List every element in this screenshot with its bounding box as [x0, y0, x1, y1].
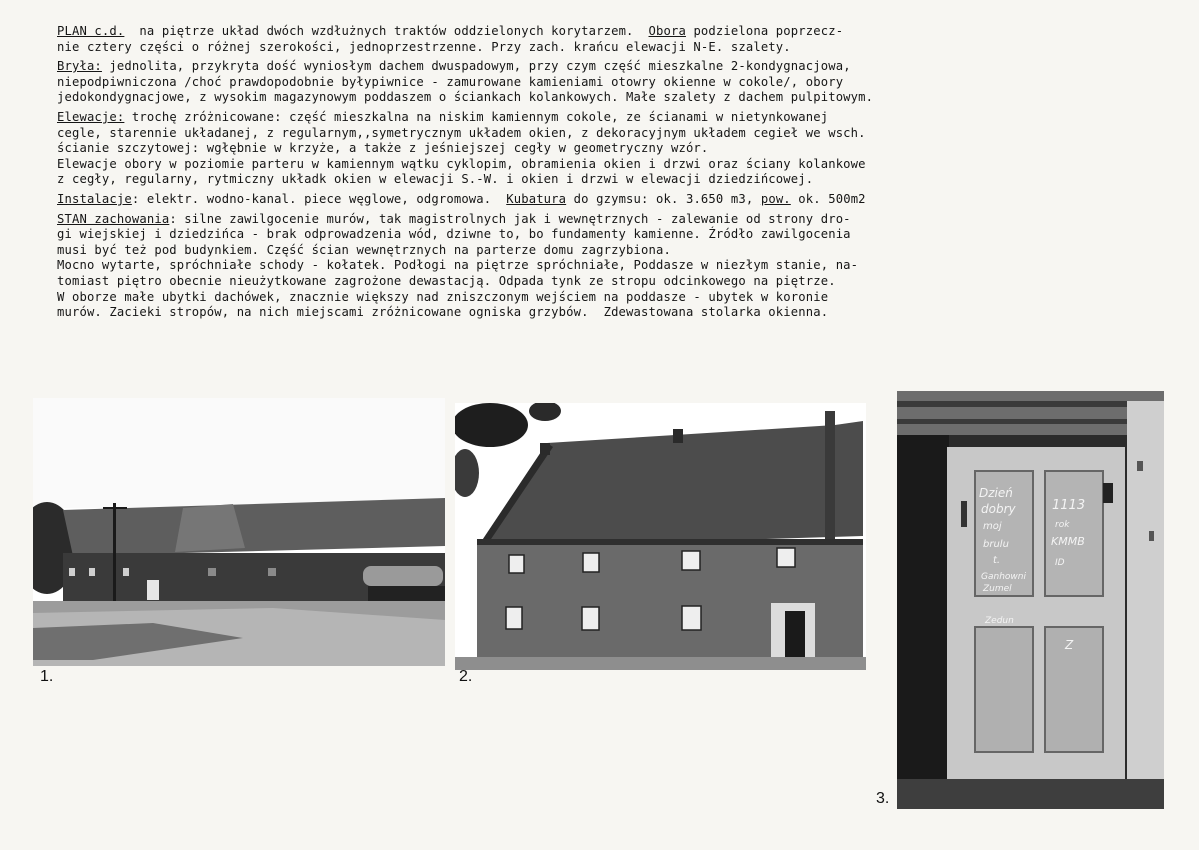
plan-heading: PLAN c.d.	[57, 24, 125, 38]
text-line: nie cztery części o różnej szerokości, jednoprzestrzenne. Przy zach. krańcu elewacji N-E. szalety.	[57, 39, 791, 54]
stan-paragraph	[57, 212, 1182, 321]
svg-text:1113: 1113	[1052, 498, 1086, 513]
bryla-heading: Bryła:	[57, 59, 102, 74]
text-line: niepodpiwniczona /choć prawdopodobnie byłypiwnice - zamurowane kamieniami otowry okienne w cokole/, obory	[57, 74, 844, 89]
text-line: z cegły, regularny, rytmiczny układk okien w elewacji S.-W. i okien i drzwi w elewacji dziedzińcowej.	[57, 172, 814, 187]
svg-text:dobry: dobry	[981, 502, 1016, 516]
instalacje-paragraph	[57, 192, 1182, 208]
text-line: jedokondygnacjowe, z wysokim magazynowym poddaszem o ściankach kolankowych. Małe szalety z dachem pulpitowym.	[57, 90, 874, 105]
bryla-paragraph	[57, 59, 1182, 106]
text-line: gi wiejskiej i dziedzińca - brak odprowadzenia wód, dziwne to, bo fundamenty kamienne. Źródło zawilgocenia	[57, 227, 851, 242]
text-line: Elewacje obory w poziomie parteru w kamiennym wątku cyklopim, obramienia okien i drzwi oraz ściany kolankowe	[57, 156, 866, 171]
text-line: Bryła: jednolita, przykryta dość wyniosłym dachem dwuspadowym, przy czym część mieszkalne 2-kondygnacjowa,	[57, 59, 851, 74]
text-line: musi być też pod budynkiem. Część ścian wewnętrznych na parterze domu zagrzybiona.	[57, 242, 671, 257]
svg-text:Zedun: Zedun	[985, 616, 1014, 626]
photo-house	[455, 403, 866, 670]
door-image	[897, 391, 1164, 809]
photo-number-1: 1.	[40, 668, 54, 685]
text-line: murów. Zacieki stropów, na nich miejscami zróżnicowane ogniska grzybów. Zdewastowana stolarka okienna.	[57, 305, 829, 320]
photo-number-3: 3.	[876, 790, 890, 807]
document-text	[57, 24, 1182, 325]
svg-text:rok: rok	[1055, 520, 1070, 530]
text-line: Elewacje: trochę zróżnicowane: część mieszkalna na niskim kamiennym cokole, ze ścianami w nietynkowanej	[57, 109, 829, 124]
svg-text:ID: ID	[1055, 558, 1065, 568]
elewacje-paragraph	[57, 110, 1182, 188]
instalacje-heading: Instalacje	[57, 191, 132, 206]
svg-text:Zumel: Zumel	[983, 584, 1012, 594]
svg-text:t.: t.	[993, 555, 1001, 566]
text-line: Instalacje: elektr. wodno-kanal. piece węglowe, odgromowa. Kubatura do gzymsu: ok. 3.650 m3, pow. ok. 500m2	[57, 191, 866, 206]
text-line: Mocno wytarte, spróchniałe schody - kołatek. Podłogi na piętrze spróchniałe, Poddasze w niezłym stanie, na-	[57, 258, 859, 273]
text-line: cegle, starennie układanej, z regularnym,,symetrycznym układem okien, z dekoracyjnym układem cegieł we wsch.	[57, 125, 866, 140]
plan-paragraph	[57, 24, 1182, 55]
obora-heading: Obora	[648, 24, 686, 38]
photo-farmyard	[33, 398, 445, 666]
svg-text:Z: Z	[1065, 638, 1074, 652]
text-line: ścianie szczytowej: wgłębnie w krzyże, a także z jeśniejszej cegły w geometryczny wzór.	[57, 141, 709, 156]
photo-number-2: 2.	[459, 668, 473, 685]
photo-door	[897, 391, 1164, 809]
stan-heading: STAN zachowania	[57, 211, 170, 226]
svg-text:KMMB: KMMB	[1051, 535, 1085, 548]
svg-text:brulu: brulu	[983, 539, 1009, 550]
svg-text:Dzień: Dzień	[979, 486, 1013, 500]
svg-text:moj: moj	[983, 521, 1002, 532]
house-image	[455, 403, 866, 670]
pow-heading: pow.	[760, 191, 791, 206]
text-line: W oborze małe ubytki dachówek, znacznie większy nad zniszczonym wejściem na poddasze - ubytek w koronie	[57, 289, 829, 304]
farmyard-image	[33, 398, 445, 666]
text-line: STAN zachowania: silne zawilgocenie murów, tak magistrolnych jak i wewnętrznych - zalewanie od strony dro-	[57, 211, 851, 226]
svg-text:Ganhowni: Ganhowni	[981, 572, 1026, 582]
text-line: PLAN c.d. na piętrze układ dwóch wzdłużnych traktów oddzielonych korytarzem. Obora podzielona poprzecz-	[57, 24, 844, 38]
elewacje-heading: Elewacje:	[57, 109, 125, 124]
text-line: tomiast piętro obecnie nieużytkowane zagrożone dewastacją. Odpada tynk ze stropu odcinkowego na piętrze.	[57, 273, 836, 288]
kubatura-heading: Kubatura	[506, 191, 567, 206]
